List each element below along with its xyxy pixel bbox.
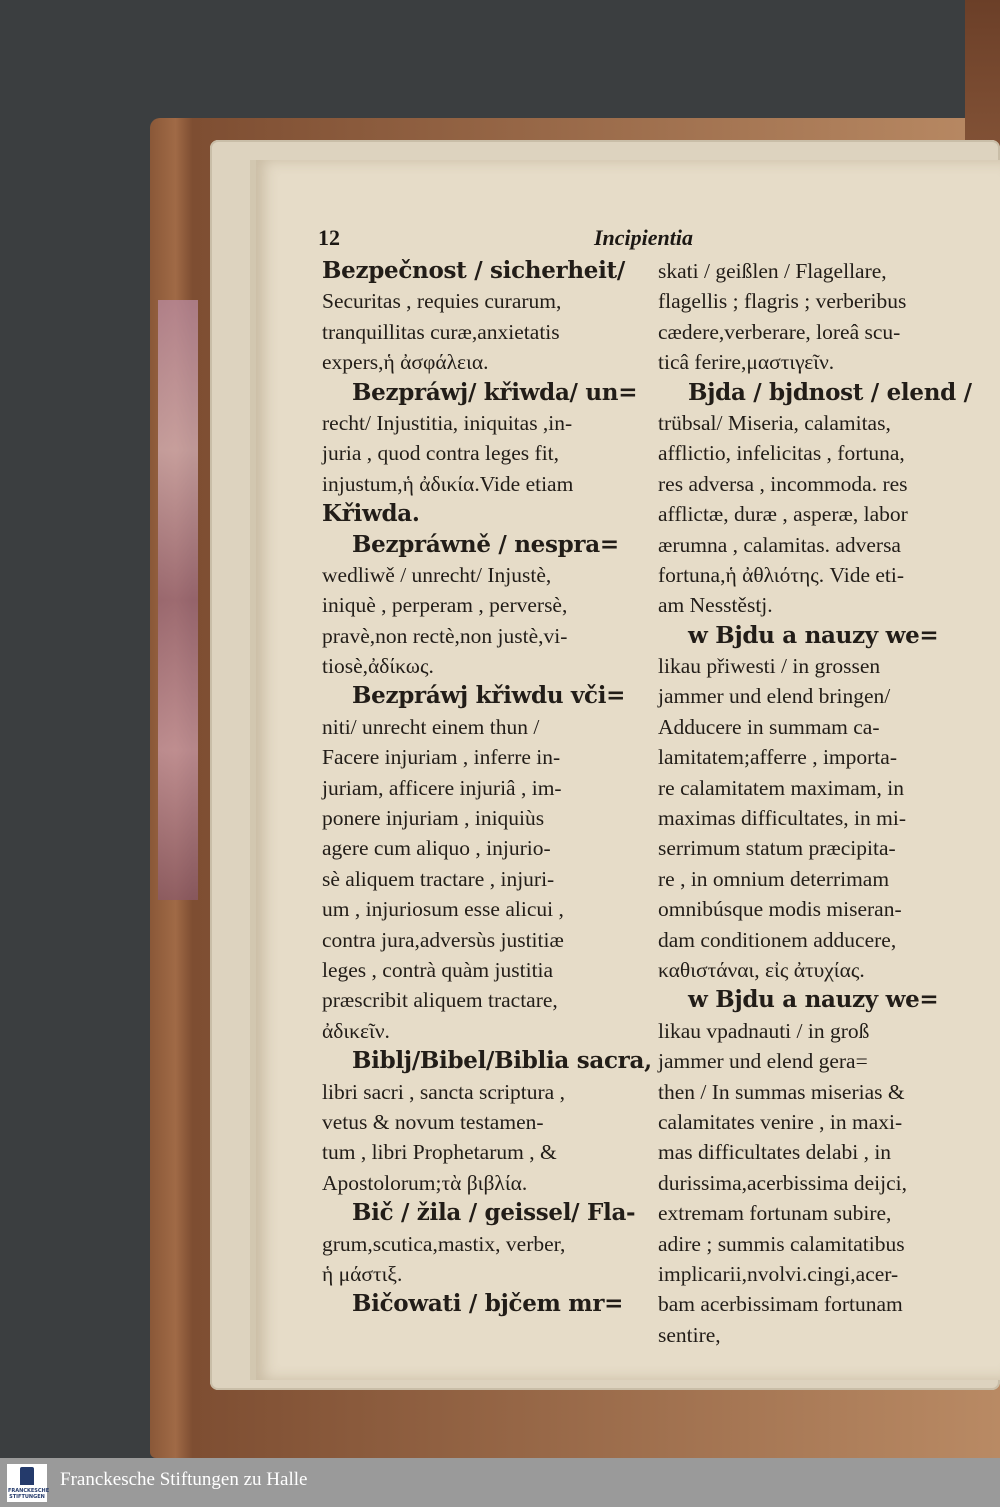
- text-line: ticâ ferire,μαστιγεῖν.: [658, 350, 835, 375]
- text-line: tum , libri Prophetarum , &: [322, 1140, 557, 1165]
- text-line: iniquè , perperam , perversè,: [322, 593, 568, 618]
- text-line: sentire,: [658, 1322, 721, 1347]
- entry-headword-line: Bičowati / bjčem mr=: [352, 1290, 624, 1318]
- text-line: durissima,acerbissima deijci,: [658, 1170, 907, 1195]
- text-line: Facere injuriam , inferre in-: [322, 745, 561, 770]
- text-line: Adducere in summam ca-: [658, 714, 880, 739]
- entry-headword-line: Bezpečnost / sicherheit/: [322, 257, 625, 284]
- text-line: um , injuriosum esse alicui ,: [322, 897, 564, 922]
- institution-name: Franckesche Stiftungen zu Halle: [60, 1469, 308, 1490]
- text-line: calamitates venire , in maxi-: [658, 1109, 903, 1134]
- marbled-cover-edge: [158, 300, 198, 900]
- text-line: then / In summas miserias &: [658, 1079, 905, 1104]
- text-line: jammer und elend gera=: [658, 1049, 868, 1074]
- text-line: injustum,ἡ ἀδικία.Vide etiam: [322, 471, 574, 496]
- text-line: likau přiwesti / in grossen: [658, 654, 881, 679]
- text-line: leges , contrà quàm justitia: [322, 957, 554, 982]
- logo-wordmark: FRANCKESCHE STIFTUNGEN: [8, 1488, 50, 1500]
- text-line: jammer und elend bringen/: [658, 684, 891, 709]
- text-line: skati / geißlen / Flagellare,: [658, 259, 887, 283]
- text-line: grum,scutica,mastix, verber,: [322, 1231, 566, 1256]
- text-line: præscribit aliquem tractare,: [322, 988, 558, 1013]
- text-line: agere cum aliquo , injurio-: [322, 836, 551, 861]
- text-line: res adversa , incommoda. res: [658, 471, 908, 496]
- entry-headword-line: Křiwda.: [322, 500, 420, 528]
- text-line: tranquillitas curæ,anxietatis: [322, 319, 560, 344]
- text-line: Apostolorum;τὰ βιβλία.: [322, 1170, 528, 1195]
- page-header: [318, 225, 998, 255]
- text-line: ἀδικεῖν.: [322, 1018, 390, 1043]
- text-line: Securitas , requies curarum,: [322, 289, 562, 314]
- entry-headword-line: Bič / žila / geissel/ Fla-: [352, 1199, 636, 1227]
- text-line: flagellis ; flagris ; verberibus: [658, 289, 907, 314]
- entry-headword-line: Bezpráwj křiwdu vči=: [352, 682, 626, 710]
- text-line: trübsal/ Miseria, calamitas,: [658, 410, 891, 435]
- text-line: mas difficultates delabi , in: [658, 1140, 892, 1165]
- building-icon: [20, 1467, 34, 1485]
- text-line: extremam fortunam subire,: [658, 1201, 892, 1226]
- text-line: re calamitatem maximam, in: [658, 775, 904, 800]
- text-line: am Nesstěstj.: [658, 593, 773, 618]
- text-line: dam conditionem adducere,: [658, 927, 897, 952]
- text-line: expers,ἡ ἀσφάλεια.: [322, 350, 489, 375]
- text-line: recht/ Injustitia, iniquitas ,in-: [322, 410, 573, 435]
- text-line: ἡ μάστιξ.: [322, 1261, 403, 1286]
- text-line: καθιστάναι, εἰς ἀτυχίας.: [658, 957, 865, 982]
- entry-headword-line: Bjda / bjdnost / elend /: [688, 378, 972, 406]
- text-line: pravè,non rectè,non justè,vi-: [322, 623, 568, 648]
- institution-logo[interactable]: [7, 1464, 50, 1502]
- text-line: contra jura,adversùs justitiæ: [322, 927, 564, 952]
- entry-headword-line: Bezpráwj/ křiwda/ un=: [352, 378, 638, 406]
- text-line: re , in omnium deterrimam: [658, 866, 890, 891]
- text-line: afflictæ, duræ , asperæ, labor: [658, 502, 908, 527]
- text-line: adire ; summis calamitatibus: [658, 1231, 905, 1256]
- text-line: juria , quod contra leges fit,: [322, 441, 560, 466]
- text-line: juriam, afficere injuriâ , im-: [322, 775, 562, 800]
- text-line: bam acerbissimam fortunam: [658, 1292, 903, 1317]
- left-column: [322, 256, 656, 1320]
- text-line: wedliwě / unrecht/ Injustè,: [322, 562, 552, 587]
- footer-bar: [0, 1458, 1000, 1507]
- text-line: ponere injuriam , iniquiùs: [322, 806, 545, 831]
- right-column: [658, 256, 988, 1350]
- text-line: fortuna,ἡ ἀθλιότης. Vide eti-: [658, 562, 905, 587]
- text-line: sè aliquem tractare , injuri-: [322, 866, 555, 891]
- entry-headword-line: Bezpráwně / nespra=: [352, 530, 619, 558]
- text-line: serrimum statum præcipita-: [658, 836, 896, 861]
- text-line: libri sacri , sancta scriptura ,: [322, 1079, 565, 1104]
- page-number: 12: [318, 225, 340, 250]
- text-line: maximas difficultates, in mi-: [658, 806, 906, 831]
- text-line: niti/ unrecht einem thun /: [322, 714, 540, 739]
- entry-headword-line: Biblj/Bibel/Biblia sacra,: [352, 1047, 652, 1075]
- text-line: likau vpadnauti / in groß: [658, 1018, 870, 1043]
- text-line: vetus & novum testamen-: [322, 1109, 544, 1134]
- text-line: lamitatem;afferre , importa-: [658, 745, 897, 770]
- text-line: tiosè,ἀδίκως.: [322, 654, 434, 679]
- text-line: ærumna , calamitas. adversa: [658, 532, 901, 557]
- running-head: Incipientia: [594, 225, 694, 250]
- text-line: afflictio, infelicitas , fortuna,: [658, 441, 905, 466]
- text-line: cædere,verberare, loreâ scu-: [658, 319, 901, 344]
- text-line: implicarii,nvolvi.cingi,acer-: [658, 1261, 899, 1286]
- entry-headword-line: w Bjdu a nauzy we=: [688, 621, 939, 649]
- text-line: omnibúsque modis miseran-: [658, 897, 902, 922]
- entry-headword-line: w Bjdu a nauzy we=: [688, 986, 939, 1014]
